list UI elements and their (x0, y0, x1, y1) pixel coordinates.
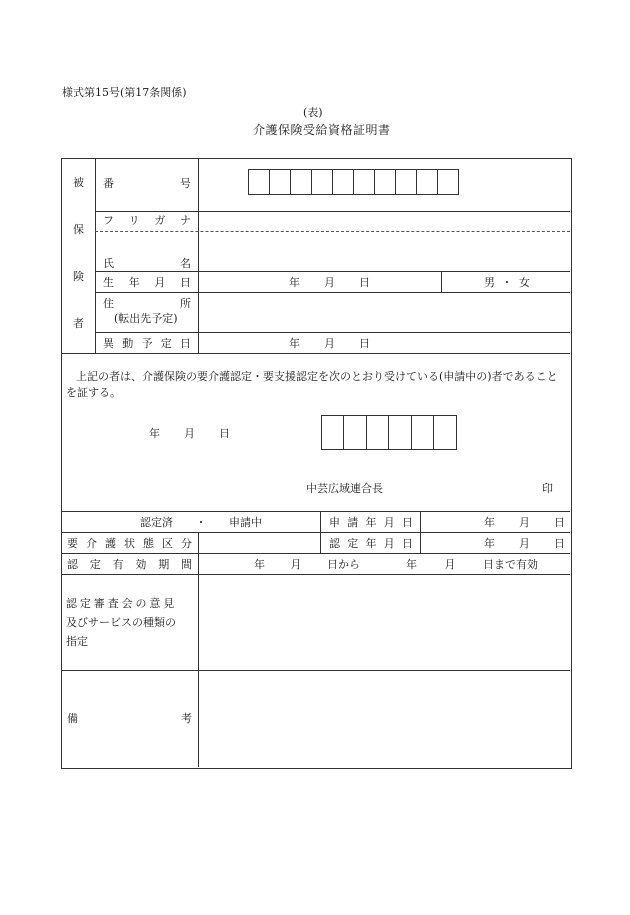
label-char: 区 (162, 537, 173, 550)
label-char: 日 (402, 516, 413, 529)
date-unit: 日まで有効 (483, 558, 538, 571)
date-unit: 月 (324, 276, 335, 289)
date-unit: 月 (290, 558, 302, 571)
label-char: 期 (158, 558, 170, 571)
side-label: (表) (303, 106, 323, 119)
status-options[interactable] (140, 517, 262, 528)
label-char: 請 (347, 516, 359, 529)
label-char: 申 (329, 516, 340, 529)
name-field[interactable] (200, 234, 568, 269)
label-char: 動 (122, 337, 134, 350)
digit-box[interactable] (291, 169, 312, 195)
label-char: 月 (383, 537, 395, 550)
label-char: 月 (383, 516, 395, 529)
date-unit: 日 (359, 276, 370, 289)
certification-statement: 上記の者は、介護保険の要介護認定・要支援認定を次のとおり受けている(申請中の)者であることを証する。 (66, 370, 558, 399)
label-char: リ (128, 214, 140, 227)
divider (61, 553, 570, 554)
digit-box[interactable] (312, 169, 333, 195)
label-char: 態 (143, 537, 154, 550)
insured-char: 被 (73, 176, 84, 189)
furigana-label (103, 215, 191, 226)
address-field[interactable] (200, 294, 568, 330)
digit-box[interactable] (417, 169, 438, 195)
divider (441, 271, 442, 292)
label-char: 定 (160, 337, 172, 350)
sex-male-option[interactable]: 男 (484, 276, 495, 289)
divider (61, 532, 570, 533)
date-unit: 月 (519, 537, 530, 550)
code-box[interactable] (367, 415, 389, 450)
label-char: 生 (103, 276, 114, 289)
label-char: 月 (154, 276, 166, 289)
label-char: 号 (180, 177, 191, 190)
opinion-label-line: 及びサービスの種類の (66, 616, 176, 629)
date-unit: 年 (289, 276, 300, 289)
validity-label (67, 559, 192, 570)
code-box[interactable] (344, 415, 367, 450)
label-char: 定 (89, 558, 101, 571)
date-unit: 年 (484, 516, 495, 529)
care-level-field[interactable] (200, 534, 318, 551)
form-number: 様式第15号(第17条関係) (62, 86, 187, 99)
digit-box[interactable] (333, 169, 354, 195)
date-unit: 年 (406, 558, 417, 571)
cert-date-label (329, 538, 413, 549)
opinion-field[interactable] (200, 576, 568, 668)
code-box[interactable] (412, 415, 434, 450)
name-label (103, 258, 191, 269)
divider (95, 211, 570, 212)
label-char: ガ (154, 214, 166, 227)
address-sub-label: (転出先予定) (114, 312, 178, 325)
label-char: 年 (365, 516, 377, 529)
number-label (103, 178, 191, 189)
label-char: ナ (179, 214, 191, 227)
move-date-label (103, 338, 191, 349)
application-date-field[interactable] (484, 517, 565, 528)
divider (95, 158, 96, 353)
digit-box[interactable] (354, 169, 375, 195)
date-unit: 日から (327, 558, 360, 571)
label-char: 異 (103, 337, 114, 350)
date-unit: 日 (554, 516, 565, 529)
application-date-label (329, 517, 413, 528)
furigana-divider (95, 231, 570, 232)
date-unit: 年 (484, 537, 495, 550)
sex-female-option[interactable]: 女 (519, 276, 530, 289)
label-char: 状 (124, 537, 135, 550)
label-char: 住 (103, 297, 114, 310)
date-unit: 日 (219, 427, 230, 440)
birth-label (103, 277, 191, 288)
date-unit: 月 (324, 337, 335, 350)
certification-code-boxes[interactable] (321, 415, 457, 450)
opinion-label-line: 認定審査会の意見 (66, 597, 178, 610)
label-char: 年 (365, 537, 377, 550)
digit-box[interactable] (270, 169, 291, 195)
remarks-field[interactable] (200, 672, 568, 765)
label-char: 要 (67, 537, 78, 550)
label-char: 備 (67, 712, 78, 725)
insured-char: 険 (73, 270, 84, 283)
label-char: 番 (103, 177, 114, 190)
label-char: 所 (180, 297, 191, 310)
move-date-field[interactable] (289, 338, 370, 349)
remarks-label (67, 713, 192, 724)
date-unit: 日 (359, 337, 370, 350)
date-unit: 月 (444, 558, 456, 571)
care-level-label (67, 538, 192, 549)
divider (320, 511, 321, 553)
address-label (103, 298, 191, 309)
divider (95, 332, 570, 333)
code-box[interactable] (322, 415, 344, 450)
seal-mark: 印 (542, 482, 553, 495)
insured-number-boxes[interactable] (248, 169, 459, 195)
date-unit: 年 (289, 337, 300, 350)
label-char: 日 (180, 337, 191, 350)
date-unit: 年 (254, 558, 265, 571)
birth-date-field[interactable] (289, 277, 370, 288)
opinion-label-line: 指定 (66, 635, 88, 648)
divider (95, 292, 570, 293)
label-char: 予 (141, 337, 153, 350)
divider (61, 574, 570, 575)
divider (61, 511, 570, 512)
insured-char: 保 (73, 223, 84, 236)
label-char: 日 (179, 276, 191, 289)
label-char: 認 (67, 558, 78, 571)
digit-box[interactable] (438, 169, 459, 195)
divider (61, 353, 570, 354)
code-box[interactable] (389, 415, 412, 450)
label-char: 考 (181, 712, 192, 725)
label-char: 効 (135, 558, 147, 571)
label-char: フ (103, 214, 114, 227)
date-unit: 日 (554, 537, 565, 550)
label-char: 定 (347, 537, 359, 550)
validity-from-field[interactable] (254, 559, 360, 570)
code-box[interactable] (434, 415, 457, 450)
label-char: 名 (180, 257, 191, 270)
divider (420, 511, 421, 553)
issuer-name: 中芸広域連合長 (306, 482, 383, 495)
furigana-field[interactable] (200, 213, 568, 229)
status-certified-option[interactable]: 認定済 (140, 516, 173, 529)
insured-char: 者 (73, 317, 84, 330)
cert-date-field[interactable] (484, 538, 565, 549)
label-char: 護 (105, 537, 116, 550)
divider (198, 158, 199, 353)
label-char: 年 (128, 276, 140, 289)
sex-separator: ・ (501, 276, 513, 289)
divider (61, 670, 570, 671)
status-applying-option[interactable]: 申請中 (229, 516, 262, 529)
label-char: 日 (402, 537, 413, 550)
sex-field[interactable] (484, 277, 530, 288)
digit-box[interactable] (396, 169, 417, 195)
status-separator: ・ (195, 516, 207, 529)
form-title: 介護保険受給資格証明書 (253, 123, 391, 137)
label-char: 介 (86, 537, 97, 550)
date-unit: 年 (149, 427, 160, 440)
digit-box[interactable] (249, 169, 270, 195)
divider (95, 271, 570, 272)
label-char: 氏 (103, 257, 114, 270)
label-char: 間 (180, 558, 192, 571)
divider (198, 532, 199, 767)
date-unit: 月 (519, 516, 530, 529)
certification-date[interactable] (149, 428, 230, 439)
validity-to-field[interactable] (406, 559, 538, 570)
label-char: 分 (181, 537, 192, 550)
label-char: 認 (329, 537, 340, 550)
date-unit: 月 (184, 427, 195, 440)
label-char: 有 (112, 558, 124, 571)
digit-box[interactable] (375, 169, 396, 195)
